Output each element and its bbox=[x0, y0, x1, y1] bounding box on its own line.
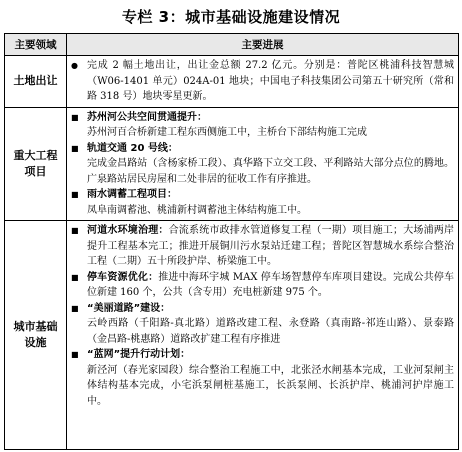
item-label: 苏州河公共空间贯通提升： bbox=[87, 111, 207, 123]
bullet-icon: ■ bbox=[71, 190, 79, 199]
bullet-icon: ■ bbox=[71, 272, 79, 282]
domain-infra: 城市基础设施 bbox=[5, 221, 67, 450]
item-label: 轨道交通 20 号线： bbox=[87, 142, 178, 154]
list-item bbox=[71, 187, 454, 203]
page-title: 专栏 3：城市基础设施建设情况 bbox=[121, 8, 341, 26]
progress-major bbox=[67, 107, 459, 221]
item-text: 云岭西路（千阳路-真北路）道路改建工程、永登路（真南路-祁连山路）、景泰路（金昌路-桃惠路）道路改扩建工程有序推进 bbox=[87, 318, 454, 345]
list-item bbox=[71, 223, 454, 270]
header-domain: 主要领域 bbox=[5, 34, 67, 56]
list-item bbox=[71, 110, 454, 126]
item-label: 河道水环境治理： bbox=[87, 225, 169, 236]
bullet-icon: ■ bbox=[71, 112, 79, 122]
item-text: 推进中海环宇城 MAX 停车场智慧停车库项目建设。完成公共停车位新建 160 个，公共（含专用）充电桩新建 975 个。 bbox=[87, 271, 455, 298]
table-header-row bbox=[5, 34, 459, 56]
domain-major: 重大工程项目 bbox=[5, 107, 67, 221]
item-text: 苏州河百合桥新建工程东西侧施工中，主桥台下部结构施工完成 bbox=[87, 127, 367, 138]
list-item bbox=[71, 347, 454, 363]
domain-land: 土地出让 bbox=[5, 56, 67, 108]
bullet-icon: ■ bbox=[71, 143, 79, 153]
progress-land bbox=[67, 56, 459, 108]
item-text: 新泾河（春光家园段）综合整治工程施工中，北张泾水闸基本完成，工业河泵闸主体结构基本完成，小宅浜泵闸桩基施工，长浜泵闸、长浜护岸、桃浦河护岸施工中。 bbox=[87, 364, 454, 407]
progress-infra bbox=[67, 221, 459, 450]
item-text: 凤阜南调蓄池、桃浦新村调蓄池主体结构施工中。 bbox=[87, 204, 307, 216]
table-row bbox=[5, 107, 459, 221]
item-label: 雨水调蓄工程项目： bbox=[87, 189, 177, 200]
item-label: “美丽道路”建设： bbox=[87, 302, 171, 314]
list-item bbox=[71, 270, 454, 301]
bullet-icon: ■ bbox=[71, 350, 79, 359]
bullet-icon: ● bbox=[71, 61, 78, 70]
item-text: 完成金昌路站（含杨家桥工段）、真华路下立交工段、平利路站大部分点位的腾地。广泉路站居民房屋和二处非居的征收工作有序推进。 bbox=[87, 158, 454, 185]
table-row bbox=[5, 221, 459, 450]
list-item bbox=[71, 58, 454, 105]
bullet-icon: ■ bbox=[71, 303, 79, 313]
list-item bbox=[71, 301, 454, 317]
table-row bbox=[5, 56, 459, 108]
infrastructure-table bbox=[4, 33, 459, 450]
item-label: 停车资源优化： bbox=[87, 271, 159, 283]
header-progress: 主要进展 bbox=[67, 34, 459, 56]
item-text: 完成 2 幅土地出让，出让金总额 27.2 亿元。分别是：普陀区桃浦科技智慧城（W06-1401 单元）024A-01 地块；中国电子科技集团公司第五十研究所（常和路 318 号）地块零星更新。 bbox=[87, 60, 454, 102]
item-label: “蓝网”提升行动计划： bbox=[87, 349, 191, 360]
item-text: 合流系统市政排水管道修复工程（一期）项目施工；大场浦两岸提升工程基本完工；推进开展铜川污水泵站迁建工程；普陀区智慧城水系综合整治工程（二期）五十所段护岸、桥梁施工中。 bbox=[87, 225, 455, 267]
bullet-icon: ■ bbox=[71, 226, 79, 235]
list-item bbox=[71, 141, 454, 157]
